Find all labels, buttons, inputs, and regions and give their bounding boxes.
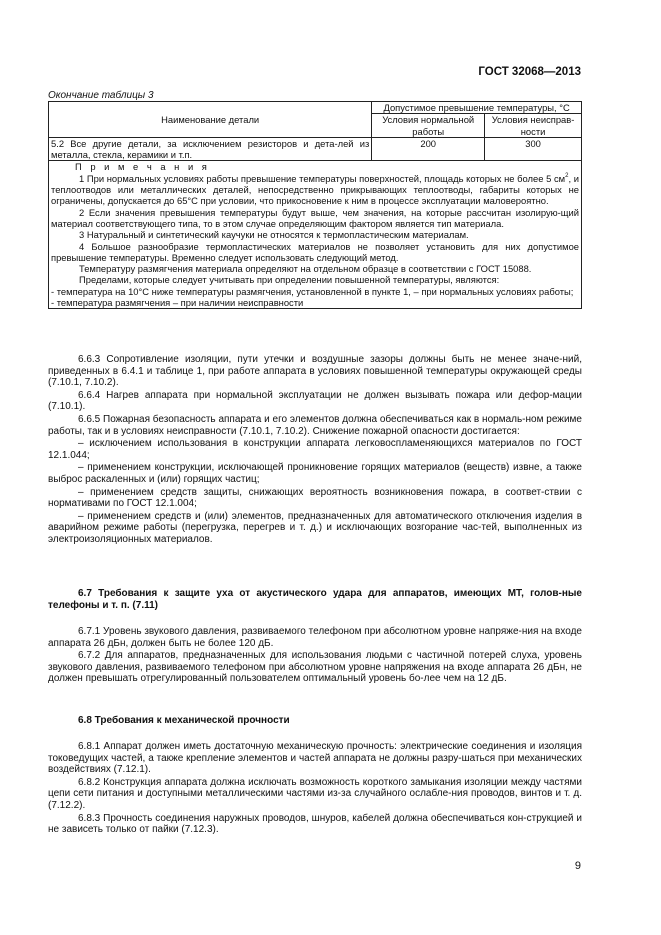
paragraph-6-7-1: 6.7.1 Уровень звукового давления, развиваемого телефоном при абсолютном уровне напряже-ния на входе аппарата 26 дБн, должен быть не более 120 дБ. — [48, 626, 582, 649]
section-6-6-text — [48, 354, 582, 546]
table-row — [49, 137, 582, 161]
page-number: 9 — [574, 860, 581, 872]
table-notes — [49, 161, 582, 309]
table-caption: Окончание таблицы 3 — [48, 90, 154, 101]
list-item: – применением конструкции, исключающей проникновение горящих материалов (веществ) извне, а также выброс раскаленных и (или) горящих частиц; — [48, 462, 582, 485]
paragraph-6-6-4: 6.6.4 Нагрев аппарата при нормальной эксплуатации не должен вызывать пожара или дефор-мации (7.10.1). — [48, 389, 582, 413]
document-code: ГОСТ 32068—2013 — [478, 66, 581, 78]
note-4-limit-fault: - температура размягчения – при наличии неисправности — [51, 297, 304, 309]
row-description: 5.2 Все другие детали, за исключением резисторов и дета-лей из металла, стекла, керамики и т.п. — [49, 137, 372, 161]
header-part-name: Наименование детали — [49, 102, 372, 138]
paragraph-6-7-2: 6.7.2 Для аппаратов, предназначенных для использования людьми с частичной потерей слуха, уровень звукового давления, развиваемого телефоном при абсолютном уровне напряжения на входе аппарата 26 дБн, не должен превышать отрегулированный пользователем оптимальный уровень бо-лее чем на 12 дБ. — [48, 650, 582, 685]
list-item: – применением средств и (или) элементов, предназначенных для автоматического отключения изделия в аварийном режиме работы (перегрузка, перегрев и т. д.) и исключающих возгорание час-тей, выполненных из электроизоляционных материалов. — [48, 510, 582, 545]
paragraph-6-8-1: 6.8.1 Аппарат должен иметь достаточную механическую прочность: электрические соединения и изоляция токоведущих частей, а также крепление элементов и частей аппарата не должны разру-шаться при механических воздействиях (7.12.1). — [48, 741, 582, 776]
paragraph-6-8-3: 6.8.3 Прочность соединения наружных проводов, шнуров, кабелей должна обеспечиваться кон-струкцией и не зависеть только от пайки (7.12.3). — [48, 812, 582, 836]
section-6-7 — [48, 588, 582, 611]
header-normal: Условия нормальной работы — [372, 114, 485, 138]
note-4-limits: Пределами, которые следует учитывать при определении повышенной температуры, являются: — [79, 274, 500, 286]
section-6-8-text — [48, 741, 582, 836]
section-6-8 — [48, 715, 582, 727]
section-6-7-text — [48, 626, 582, 685]
note-1: 1 При нормальных условиях работы превышение температуры поверхностей, площадь которых не более 5 $см^2$, и теплоотводов или металлических деталей, непосредственно прикрывающих теплоотводы, габариты которых не ограничены, допускается до 65°С при условии, что прикосновение к ним в процессе эксплуатации маловероятно. — [51, 172, 579, 207]
note-4-method: Температуру размягчения материала определяют на отдельном образце в соответствии с ГОСТ 15088. — [79, 263, 532, 275]
header-fault: Условия неисправ-ности — [485, 114, 582, 138]
note-4-limit-normal: - температура на 10°С ниже температуры размягчения, установленной в пункте 1, – при нормальных условиях работы; — [51, 285, 574, 297]
list-item: – исключением использования в конструкции аппарата легковоспламеняющихся материалов по ГОСТ 12.1.044; — [48, 438, 582, 461]
paragraph-6-8-2: 6.8.2 Конструкция аппарата должна исключать возможность короткого замыкания изоляции между частями цепи сети питания и доступными металлическими частями из-за случайного ослабле-ния проводов, винтов и т. д. (7.12.2). — [48, 776, 582, 811]
paragraph-6-6-5: 6.6.5 Пожарная безопасность аппарата и его элементов должна обеспечиваться как в нормаль-ном режиме работы, так и в условиях неисправности (7.10.1, 7.10.2). Снижение пожарной опасности достигается: — [48, 413, 582, 437]
temperature-table — [48, 101, 582, 309]
note-4: 4 Большое разнообразие термопластических материалов не позволяет установить для них допустимое превышение температуры. Временно следует использовать следующий метод. — [51, 240, 579, 263]
section-heading-6-7: 6.7 Требования к защите уха от акустического удара для аппаратов, имеющих МТ, голов-ные телефоны и т. п. (7.11) — [48, 588, 582, 611]
note-3: 3 Натуральный и синтетический каучуки не относятся к термопластическим материалам. — [79, 229, 469, 241]
note-2: 2 Если значения превышения температуры будут выше, чем значения, на которые рассчитан изолирую-щий материал соответствующего типа, то в этом случае определяющим фактором является тип материала. — [51, 206, 579, 229]
section-heading-6-8: 6.8 Требования к механической прочности — [78, 715, 290, 726]
paragraph-6-6-3: 6.6.3 Сопротивление изоляции, пути утечки и воздушные зазоры должны быть не менее значе-ний, приведенных в 6.4.1 и таблице 1, при работе аппарата в условиях повышенной температуры окружающей среды (7.10.1, 7.10.2). — [48, 354, 582, 389]
list-item: – применением средств защиты, снижающих вероятность возникновения пожара, в соответ-ствии с нормативами по ГОСТ 12.1.004; — [48, 486, 582, 510]
row-normal-value: 200 — [372, 137, 485, 161]
notes-title: П р и м е ч а н и я — [75, 161, 210, 173]
row-fault-value: 300 — [485, 137, 582, 161]
header-temp-group: Допустимое превышение температуры, °С — [372, 102, 582, 114]
